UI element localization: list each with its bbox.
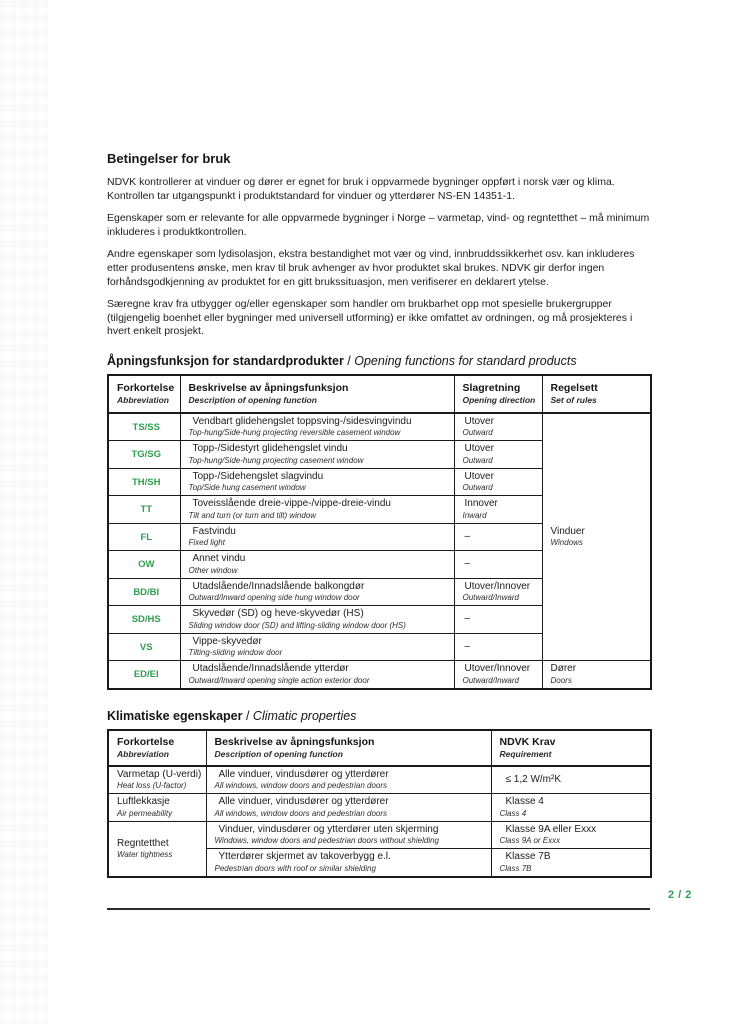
direction-cell: Utover Outward: [454, 468, 542, 496]
intro-paragraph-1: NDVK kontrollerer at vinduer og dører er egnet for bruk i oppvarmede bygninger oppført i norsk vær og klima. Kontrollen tar utgangspunkt i produktstandard for vinduer og ytterdører NS-EN 14351-1.: [107, 176, 615, 202]
direction-cell: Innover Inward: [454, 496, 542, 524]
abbreviation-cell: TS/SS: [108, 413, 180, 441]
description-cell: Alle vinduer, vindusdører og ytterdører All windows, window doors and pedestrian doors: [206, 766, 491, 794]
abbreviation-cell: TH/SH: [108, 468, 180, 496]
header-description: Beskrivelse av åpningsfunksjon Description of opening function: [180, 375, 454, 413]
description-cell: Utadslående/Innadslående ytterdør Outward/Inward opening single action exterior door: [180, 661, 454, 689]
heading-norwegian: Åpningsfunksjon for standardprodukter: [107, 353, 344, 368]
abbreviation-cell: ED/EI: [108, 661, 180, 689]
description-cell: Alle vinduer, vindusdører og ytterdører All windows, window doors and pedestrian doors: [206, 794, 491, 822]
header-description: Beskrivelse av åpningsfunksjon Description of opening function: [206, 730, 491, 766]
direction-cell: –: [454, 633, 542, 661]
opening-functions-heading: [107, 354, 650, 369]
table-row: [108, 661, 651, 689]
direction-cell: Utover/Innover Outward/Inward: [454, 578, 542, 606]
header-requirement: NDVK Krav Requirement: [491, 730, 651, 766]
page-content: [107, 151, 650, 910]
requirement-cell: ≤ 1,2 W/m²K: [491, 766, 651, 794]
abbreviation-cell: OW: [108, 551, 180, 579]
direction-cell: Utover Outward: [454, 413, 542, 441]
direction-cell: Utover Outward: [454, 441, 542, 469]
scan-noise-band: [0, 0, 48, 1024]
page-number: 2 / 2: [668, 889, 692, 901]
table-header-row: [108, 730, 651, 766]
direction-cell: Utover/Innover Outward/Inward: [454, 661, 542, 689]
intro-paragraph-4: Særegne krav fra utbygger og/eller egenskaper som handler om brukbarhet opp mot spesielle brukergrupper (tilgjengelig boenhet eller bygninger med universell utforming) er ikke omfattet av ordningen, og må prosjekteres i hvert enkelt prosjekt.: [107, 298, 633, 338]
description-cell: Annet vindu Other window: [180, 551, 454, 579]
abbreviation-cell: FL: [108, 523, 180, 551]
requirement-cell: Klasse 7B Class 7B: [491, 849, 651, 877]
climatic-properties-heading: [107, 709, 650, 724]
description-cell: Vinduer, vindusdører og ytterdører uten skjerming Windows, window doors and pedestrian doors without shielding: [206, 821, 491, 849]
description-cell: Vippe-skyvedør Tilting-sliding window door: [180, 633, 454, 661]
description-cell: Utadslående/Innadslående balkongdør Outward/Inward opening side hung window door: [180, 578, 454, 606]
requirement-cell: Klasse 9A eller Exxx Class 9A or Exxx: [491, 821, 651, 849]
intro-paragraph-2: Egenskaper som er relevante for alle oppvarmede bygninger i Norge – varmetap, vind- og regntetthet – må minimum inkluderes i produktkontrollen.: [107, 212, 650, 238]
direction-cell: –: [454, 523, 542, 551]
abbreviation-cell: TT: [108, 496, 180, 524]
table-header-row: [108, 375, 651, 413]
property-cell: Varmetap (U-verdi) Heat loss (U-factor): [108, 766, 206, 794]
table-row: [108, 794, 651, 822]
intro-paragraph-3: Andre egenskaper som lydisolasjon, ekstra bestandighet mot vær og vind, innbruddssikkerhet osv. kan inkluderes etter produsentens ønske, men krav til bruk avhenger av hvor produktet skal brukes. NDVK gir derfor ingen forhåndsgodkjenning av produktet for en gitt brukssituasjon, men verifiserer en deklarert ytelse.: [107, 248, 635, 288]
abbreviation-cell: TG/SG: [108, 441, 180, 469]
property-cell: Luftlekkasje Air permeability: [108, 794, 206, 822]
description-cell: Skyvedør (SD) og heve-skyvedør (HS) Sliding window door (SD) and lifting-sliding window door (HS): [180, 606, 454, 634]
description-cell: Topp-/Sidestyrt glidehengslet vindu Top-hung/Side-hung projecting casement window: [180, 441, 454, 469]
property-cell: Regntetthet Water tightness: [108, 821, 206, 877]
footer-rule: [107, 908, 650, 910]
abbreviation-cell: BD/BI: [108, 578, 180, 606]
ruleset-windows-cell: Vinduer Windows: [542, 413, 651, 661]
heading-norwegian: Klimatiske egenskaper: [107, 708, 243, 723]
heading-english: Opening functions for standard products: [354, 353, 577, 368]
table-row: [108, 766, 651, 794]
header-abbreviation: Forkortelse Abbreviation: [108, 375, 180, 413]
description-cell: Vendbart glidehengslet toppsving-/sidesvingvindu Top-hung/Side-hung projecting reversible casement window: [180, 413, 454, 441]
heading-separator: /: [343, 353, 355, 368]
climatic-properties-table: [107, 729, 652, 878]
ruleset-doors-cell: Dører Doors: [542, 661, 651, 689]
description-cell: Toveisslående dreie-vippe-/vippe-dreie-vindu Tilt and turn (or turn and tilt) window: [180, 496, 454, 524]
heading-separator: /: [242, 708, 253, 723]
direction-cell: –: [454, 606, 542, 634]
header-ruleset: Regelsett Set of rules: [542, 375, 651, 413]
heading-english: Climatic properties: [252, 708, 357, 723]
description-cell: Fastvindu Fixed light: [180, 523, 454, 551]
description-cell: Topp-/Sidehengslet slagvindu Top/Side hung casement window: [180, 468, 454, 496]
opening-functions-table: [107, 374, 652, 690]
table-row: [108, 413, 651, 441]
requirement-cell: Klasse 4 Class 4: [491, 794, 651, 822]
page-title: Betingelser for bruk: [107, 151, 231, 166]
header-abbreviation: Forkortelse Abbreviation: [108, 730, 206, 766]
abbreviation-cell: VS: [108, 633, 180, 661]
abbreviation-cell: SD/HS: [108, 606, 180, 634]
direction-cell: –: [454, 551, 542, 579]
table-row: [108, 821, 651, 849]
header-opening-direction: Slagretning Opening direction: [454, 375, 542, 413]
description-cell: Ytterdører skjermet av takoverbygg e.l. Pedestrian doors with roof or similar shielding: [206, 849, 491, 877]
